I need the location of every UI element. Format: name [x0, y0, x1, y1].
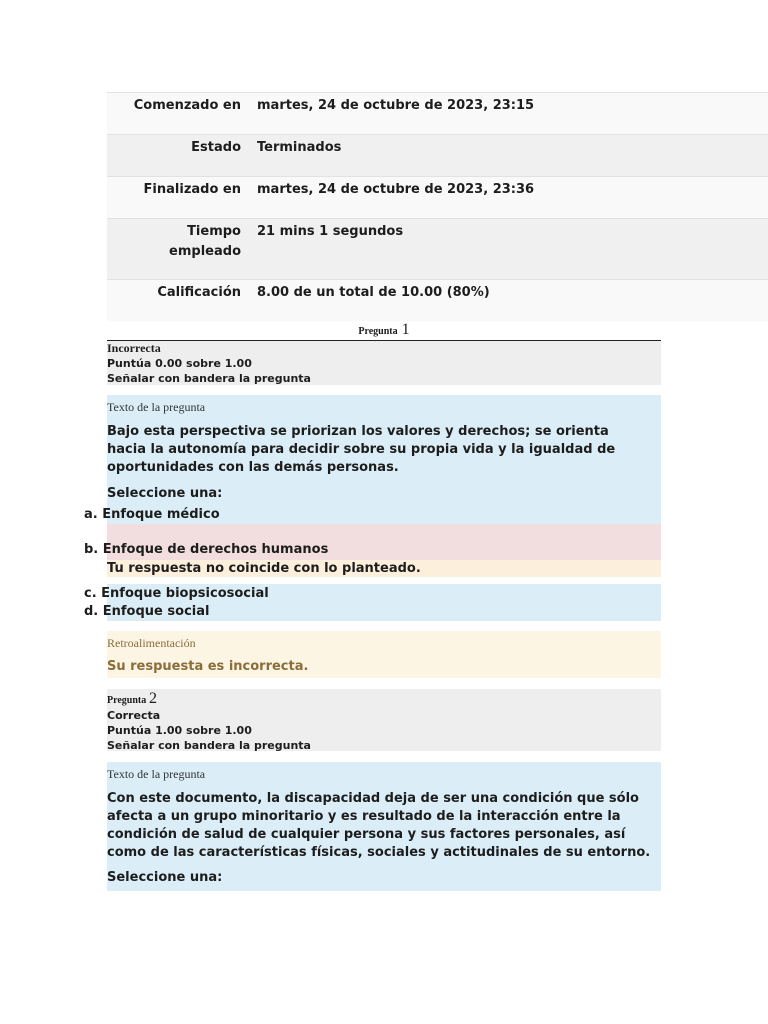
- general-feedback-box: [107, 631, 661, 678]
- question-word: Pregunta: [107, 695, 147, 706]
- question-2-title: [107, 691, 661, 708]
- summary-label: Estado: [191, 140, 241, 155]
- question-score: Puntúa 1.00 sobre 1.00: [107, 724, 252, 737]
- question-text: Bajo esta perspectiva se priorizan los valores y derechos; se orienta hacia la autonomía para decidir sobre su propia vida y la igualdad de oportunidades con las demás personas.: [107, 424, 616, 475]
- option-feedback-box: [107, 560, 661, 577]
- question-text-label: Texto de la pregunta: [107, 767, 206, 781]
- summary-row-time: [107, 218, 768, 279]
- question-2-content: [107, 762, 661, 891]
- question-status: Correcta: [107, 709, 161, 722]
- question-1-content: [107, 395, 661, 524]
- attempt-summary-table: [107, 92, 768, 321]
- summary-label: Calificación: [157, 285, 241, 300]
- option-feedback-text: Tu respuesta no coincide con lo planteado.: [107, 561, 421, 576]
- answer-option-b[interactable]: b. Enfoque de derechos humanos: [84, 542, 329, 557]
- summary-value: martes, 24 de octubre de 2023, 23:36: [257, 182, 535, 197]
- question-2-info: [107, 689, 661, 751]
- answer-option-a[interactable]: a. Enfoque médico: [84, 507, 220, 522]
- select-one-label: Seleccione una:: [107, 870, 223, 885]
- flag-question-link[interactable]: Señalar con bandera la pregunta: [107, 739, 311, 752]
- summary-label: Comenzado en: [133, 98, 241, 113]
- answer-option-d[interactable]: d. Enfoque social: [84, 604, 210, 619]
- summary-value: martes, 24 de octubre de 2023, 23:15: [257, 98, 535, 113]
- summary-value: Terminados: [257, 140, 342, 155]
- question-number: 2: [149, 690, 158, 707]
- question-number: 1: [401, 321, 410, 338]
- summary-row-state: [107, 134, 768, 176]
- summary-row-finished: [107, 176, 768, 218]
- feedback-text: Su respuesta es incorrecta.: [107, 659, 309, 674]
- summary-row-grade: [107, 279, 768, 321]
- question-status: Incorrecta: [107, 341, 161, 355]
- question-1-info: [107, 341, 661, 385]
- answer-option-c[interactable]: c. Enfoque biopsicosocial: [84, 586, 269, 601]
- question-word: Pregunta: [358, 326, 398, 337]
- question-1-title: [107, 321, 661, 341]
- summary-value: 8.00 de un total de 10.00 (80%): [257, 285, 490, 300]
- feedback-label: Retroalimentación: [107, 636, 196, 650]
- question-text: Con este documento, la discapacidad deja de ser una condición que sólo afecta a un grupo minoritario y es resultado de la interacción entre la condición de salud de cualquier persona y sus factores personales, así como de las características físicas, sociales y actitudinales de su entorno.: [107, 791, 651, 860]
- question-text-label: Texto de la pregunta: [107, 400, 206, 414]
- summary-row-started: [107, 92, 768, 134]
- summary-value: 21 mins 1 segundos: [257, 224, 404, 239]
- summary-label: Tiempo empleado: [169, 224, 241, 259]
- summary-label: Finalizado en: [143, 182, 241, 197]
- flag-question-link[interactable]: Señalar con bandera la pregunta: [107, 372, 311, 385]
- select-one-label: Seleccione una:: [107, 486, 223, 501]
- question-score: Puntúa 0.00 sobre 1.00: [107, 357, 252, 370]
